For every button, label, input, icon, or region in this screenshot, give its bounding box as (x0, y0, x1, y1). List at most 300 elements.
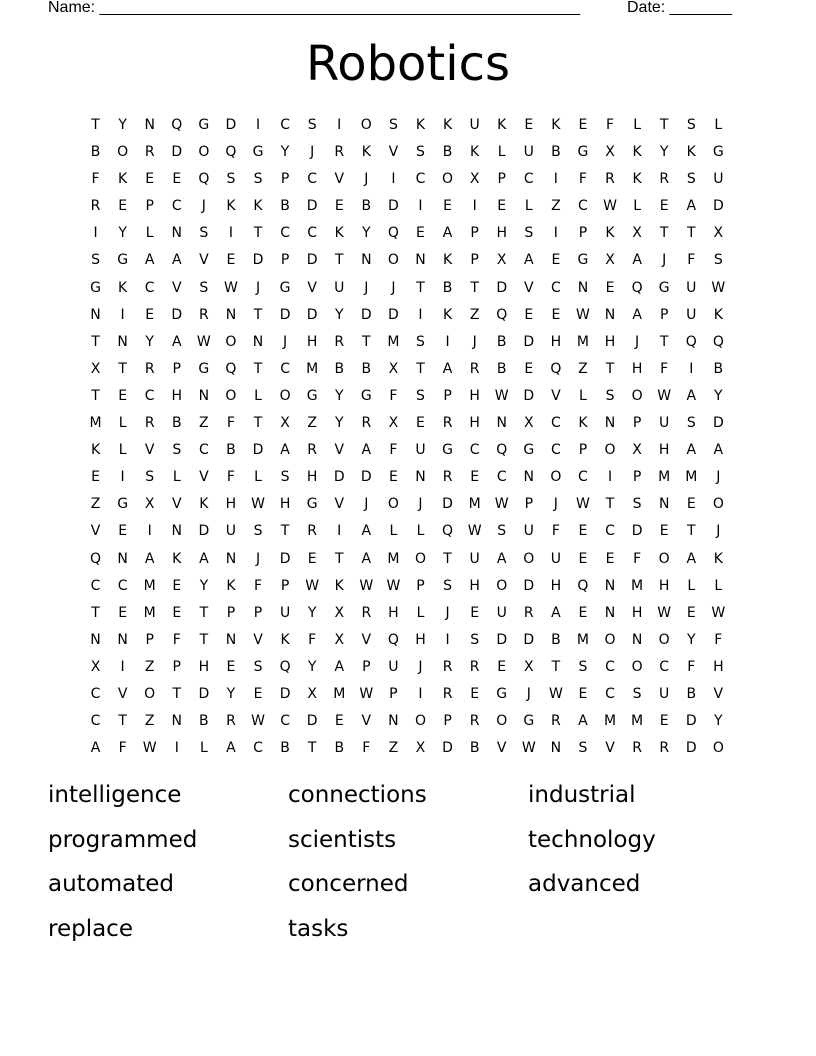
grid-letter[interactable]: V (90, 523, 101, 540)
grid-letter[interactable]: N (117, 631, 128, 648)
grid-letter[interactable]: D (171, 144, 183, 161)
grid-letter[interactable]: V (171, 279, 182, 296)
grid-letter[interactable]: U (686, 279, 697, 296)
grid-letter[interactable]: G (577, 252, 589, 269)
grid-letter[interactable]: E (226, 658, 236, 675)
grid-letter[interactable]: H (388, 604, 399, 621)
grid-letter[interactable]: D (685, 713, 697, 730)
grid-letter[interactable]: U (469, 550, 480, 567)
grid-letter[interactable]: S (578, 740, 588, 757)
grid-letter[interactable]: T (659, 333, 669, 350)
grid-letter[interactable]: U (550, 550, 561, 567)
grid-letter[interactable]: G (90, 279, 101, 296)
grid-letter[interactable]: N (604, 577, 616, 594)
grid-letter[interactable]: S (416, 333, 425, 350)
grid-letter[interactable]: A (171, 252, 182, 269)
grid-letter[interactable]: F (253, 577, 263, 594)
grid-letter[interactable]: G (523, 442, 535, 459)
grid-letter[interactable]: E (226, 252, 236, 269)
grid-letter[interactable]: N (496, 415, 507, 432)
grid-letter[interactable]: H (279, 496, 291, 513)
grid-letter[interactable]: L (497, 144, 506, 161)
grid-letter[interactable]: P (226, 604, 236, 621)
grid-letter[interactable]: R (90, 198, 101, 215)
grid-letter[interactable]: B (442, 144, 453, 161)
grid-letter[interactable]: P (470, 252, 479, 269)
grid-letter[interactable]: W (305, 577, 320, 594)
grid-letter[interactable]: O (496, 577, 508, 594)
grid-letter[interactable]: E (470, 604, 480, 621)
grid-letter[interactable]: K (713, 306, 723, 323)
grid-letter[interactable]: O (523, 550, 535, 567)
grid-letter[interactable]: W (196, 333, 211, 350)
grid-letter[interactable]: K (442, 306, 453, 323)
grid-letter[interactable]: S (253, 523, 263, 540)
grid-letter[interactable]: U (225, 523, 237, 540)
grid-letter[interactable]: D (523, 631, 535, 648)
grid-letter[interactable]: T (253, 306, 263, 323)
grid-letter[interactable]: D (523, 577, 535, 594)
grid-letter[interactable]: O (658, 550, 670, 567)
grid-letter[interactable]: P (632, 469, 642, 486)
grid-letter[interactable]: V (713, 685, 724, 702)
grid-letter[interactable]: E (524, 306, 534, 323)
grid-letter[interactable]: I (418, 198, 423, 215)
grid-letter[interactable]: Q (631, 279, 643, 296)
grid-letter[interactable]: L (389, 523, 398, 540)
grid-letter[interactable]: P (443, 713, 452, 730)
grid-letter[interactable]: A (686, 442, 697, 459)
grid-letter[interactable]: G (658, 279, 670, 296)
grid-letter[interactable]: J (553, 496, 558, 513)
grid-letter[interactable]: T (253, 225, 263, 242)
grid-letter[interactable]: S (253, 171, 263, 188)
grid-letter[interactable]: K (415, 117, 426, 133)
grid-letter[interactable]: K (686, 144, 696, 161)
grid-letter[interactable]: U (523, 144, 534, 161)
grid-letter[interactable]: Z (90, 496, 101, 513)
grid-letter[interactable]: O (360, 117, 372, 133)
grid-letter[interactable]: A (632, 306, 642, 323)
grid-letter[interactable]: D (198, 523, 210, 540)
grid-letter[interactable]: A (361, 550, 372, 567)
grid-letter[interactable]: B (334, 360, 345, 377)
grid-letter[interactable]: D (712, 415, 724, 432)
grid-letter[interactable]: M (387, 550, 400, 567)
grid-letter[interactable]: Y (199, 577, 209, 594)
grid-letter[interactable]: S (199, 279, 209, 296)
grid-letter[interactable]: X (90, 360, 101, 377)
grid-letter[interactable]: D (252, 252, 264, 269)
grid-letter[interactable]: O (198, 144, 210, 161)
grid-letter[interactable]: H (658, 577, 670, 594)
grid-letter[interactable]: D (252, 442, 264, 459)
grid-letter[interactable]: E (253, 685, 263, 702)
grid-letter[interactable]: W (603, 198, 617, 215)
grid-letter[interactable]: H (469, 387, 480, 404)
grid-letter[interactable]: B (713, 360, 724, 377)
grid-letter[interactable]: A (686, 387, 697, 404)
grid-letter[interactable]: T (416, 360, 425, 377)
grid-letter[interactable]: U (415, 442, 426, 459)
grid-letter[interactable]: E (118, 523, 128, 540)
grid-letter[interactable]: N (550, 740, 562, 757)
grid-letter[interactable]: Y (307, 604, 317, 621)
grid-letter[interactable]: N (144, 117, 155, 133)
grid-letter[interactable]: V (253, 631, 263, 648)
grid-letter[interactable]: W (142, 740, 157, 757)
grid-letter[interactable]: G (306, 387, 318, 404)
grid-letter[interactable]: U (388, 658, 399, 675)
grid-letter[interactable]: T (659, 225, 669, 242)
grid-letter[interactable]: R (144, 415, 155, 432)
grid-letter[interactable]: T (253, 360, 263, 377)
grid-letter[interactable]: K (280, 631, 290, 648)
grid-letter[interactable]: I (147, 523, 152, 540)
grid-letter[interactable]: E (578, 604, 588, 621)
grid-letter[interactable]: E (659, 523, 669, 540)
grid-letter[interactable]: S (91, 252, 100, 269)
grid-letter[interactable]: C (198, 442, 209, 459)
grid-letter[interactable]: E (172, 171, 182, 188)
grid-letter[interactable]: N (198, 387, 210, 404)
grid-letter[interactable]: I (607, 469, 613, 486)
grid-letter[interactable]: O (550, 469, 562, 486)
grid-letter[interactable]: O (414, 550, 426, 567)
grid-letter[interactable]: G (117, 252, 129, 269)
grid-letter[interactable]: E (524, 117, 534, 133)
grid-letter[interactable]: E (416, 415, 425, 432)
grid-letter[interactable]: I (255, 117, 261, 133)
grid-letter[interactable]: E (578, 685, 588, 702)
grid-letter[interactable]: Y (686, 631, 696, 648)
grid-letter[interactable]: E (578, 117, 588, 133)
grid-letter[interactable]: A (442, 360, 453, 377)
grid-letter[interactable]: D (388, 306, 399, 323)
grid-letter[interactable]: E (551, 306, 561, 323)
grid-letter[interactable]: E (172, 577, 182, 594)
grid-letter[interactable]: R (334, 144, 345, 161)
grid-letter[interactable]: I (418, 685, 423, 702)
grid-letter[interactable]: R (361, 415, 372, 432)
grid-letter[interactable]: A (144, 550, 155, 567)
grid-letter[interactable]: T (91, 333, 100, 350)
grid-letter[interactable]: B (199, 713, 209, 730)
grid-letter[interactable]: J (418, 658, 423, 675)
grid-letter[interactable]: H (658, 442, 670, 459)
grid-letter[interactable]: E (524, 360, 534, 377)
grid-letter[interactable]: S (443, 577, 452, 594)
grid-letter[interactable]: Q (685, 333, 697, 350)
grid-letter[interactable]: R (226, 713, 236, 730)
grid-letter[interactable]: A (713, 442, 724, 459)
grid-letter[interactable]: D (388, 198, 399, 215)
grid-letter[interactable]: Z (551, 198, 561, 215)
grid-letter[interactable]: E (686, 604, 696, 621)
grid-letter[interactable]: Y (714, 713, 723, 730)
grid-letter[interactable]: S (199, 225, 209, 242)
grid-letter[interactable]: Q (198, 171, 210, 188)
grid-letter[interactable]: M (143, 604, 156, 621)
grid-letter[interactable]: C (144, 279, 155, 296)
grid-letter[interactable]: K (470, 144, 480, 161)
grid-letter[interactable]: F (91, 171, 100, 188)
grid-letter[interactable]: Y (145, 333, 154, 350)
grid-letter[interactable]: W (548, 685, 563, 702)
grid-letter[interactable]: L (714, 577, 723, 594)
grid-letter[interactable]: H (550, 333, 562, 350)
grid-letter[interactable]: A (280, 442, 290, 459)
grid-letter[interactable]: H (225, 496, 237, 513)
grid-letter[interactable]: F (172, 631, 181, 648)
grid-letter[interactable]: X (144, 496, 155, 513)
grid-letter[interactable]: D (631, 523, 643, 540)
grid-letter[interactable]: Q (171, 117, 183, 133)
grid-letter[interactable]: U (334, 279, 345, 296)
grid-letter[interactable]: L (687, 577, 696, 594)
grid-letter[interactable]: K (118, 279, 128, 296)
grid-letter[interactable]: Z (307, 415, 317, 432)
grid-letter[interactable]: K (253, 198, 263, 215)
grid-letter[interactable]: M (576, 333, 589, 350)
grid-letter[interactable]: T (91, 117, 100, 133)
grid-letter[interactable]: R (361, 604, 372, 621)
grid-letter[interactable]: O (279, 387, 291, 404)
grid-letter[interactable]: F (633, 550, 642, 567)
grid-letter[interactable]: C (469, 442, 480, 459)
grid-letter[interactable]: T (199, 631, 209, 648)
grid-letter[interactable]: C (280, 117, 290, 133)
grid-letter[interactable]: U (523, 523, 534, 540)
grid-letter[interactable]: Q (279, 658, 291, 675)
grid-letter[interactable]: J (526, 685, 531, 702)
grid-letter[interactable]: J (716, 469, 721, 486)
grid-letter[interactable]: F (660, 360, 669, 377)
grid-letter[interactable]: K (118, 171, 128, 188)
grid-letter[interactable]: R (659, 171, 670, 188)
grid-letter[interactable]: O (712, 496, 724, 513)
grid-letter[interactable]: Q (225, 144, 237, 161)
grid-letter[interactable]: B (334, 740, 345, 757)
grid-letter[interactable]: J (255, 279, 261, 296)
grid-letter[interactable]: W (494, 387, 509, 404)
grid-letter[interactable]: B (226, 442, 236, 459)
grid-letter[interactable]: A (686, 198, 697, 215)
grid-letter[interactable]: N (604, 415, 616, 432)
grid-letter[interactable]: E (578, 523, 588, 540)
grid-letter[interactable]: A (442, 225, 453, 242)
grid-letter[interactable]: F (389, 442, 398, 459)
grid-letter[interactable]: S (686, 415, 696, 432)
grid-letter[interactable]: O (225, 333, 237, 350)
grid-letter[interactable]: R (307, 442, 318, 459)
grid-letter[interactable]: E (605, 279, 615, 296)
grid-letter[interactable]: P (470, 225, 479, 242)
grid-letter[interactable]: T (91, 387, 100, 404)
grid-letter[interactable]: H (604, 333, 616, 350)
grid-letter[interactable]: I (689, 360, 694, 377)
grid-letter[interactable]: T (605, 496, 615, 513)
grid-letter[interactable]: V (307, 279, 317, 296)
grid-letter[interactable]: D (306, 306, 318, 323)
grid-letter[interactable]: E (497, 198, 507, 215)
grid-letter[interactable]: C (523, 171, 534, 188)
grid-letter[interactable]: L (254, 387, 262, 404)
grid-letter[interactable]: G (198, 117, 210, 133)
grid-letter[interactable]: Z (199, 415, 209, 432)
grid-letter[interactable]: D (279, 685, 291, 702)
grid-letter[interactable]: G (198, 360, 210, 377)
grid-letter[interactable]: H (415, 631, 426, 648)
grid-letter[interactable]: D (306, 252, 318, 269)
grid-letter[interactable]: Y (307, 658, 317, 675)
grid-letter[interactable]: N (361, 252, 372, 269)
grid-letter[interactable]: B (469, 740, 480, 757)
grid-letter[interactable]: B (361, 198, 372, 215)
grid-letter[interactable]: I (120, 306, 125, 323)
grid-letter[interactable]: B (551, 144, 561, 161)
grid-letter[interactable]: P (632, 415, 642, 432)
grid-letter[interactable]: X (415, 740, 426, 757)
grid-letter[interactable]: B (90, 144, 101, 161)
grid-letter[interactable]: N (225, 631, 237, 648)
grid-letter[interactable]: U (713, 171, 724, 188)
grid-letter[interactable]: C (605, 658, 615, 675)
grid-letter[interactable]: G (306, 496, 318, 513)
grid-letter[interactable]: C (90, 685, 101, 702)
grid-letter[interactable]: A (686, 550, 697, 567)
grid-letter[interactable]: Q (442, 523, 454, 540)
grid-letter[interactable]: S (307, 117, 317, 133)
grid-letter[interactable]: O (604, 442, 616, 459)
grid-letter[interactable]: V (171, 496, 182, 513)
grid-letter[interactable]: D (225, 117, 237, 133)
grid-letter[interactable]: F (118, 740, 127, 757)
grid-letter[interactable]: M (631, 577, 644, 594)
grid-letter[interactable]: I (120, 658, 125, 675)
grid-letter[interactable]: E (388, 469, 398, 486)
grid-letter[interactable]: Q (712, 333, 724, 350)
grid-letter[interactable]: C (578, 198, 588, 215)
grid-letter[interactable]: N (415, 252, 426, 269)
grid-letter[interactable]: T (307, 740, 317, 757)
grid-letter[interactable]: C (307, 225, 318, 242)
grid-letter[interactable]: J (635, 333, 640, 350)
grid-letter[interactable]: S (524, 225, 534, 242)
grid-letter[interactable]: B (280, 198, 290, 215)
grid-letter[interactable]: A (171, 333, 182, 350)
grid-letter[interactable]: F (687, 252, 696, 269)
grid-letter[interactable]: T (551, 658, 561, 675)
grid-letter[interactable]: F (226, 415, 235, 432)
grid-letter[interactable]: V (496, 740, 507, 757)
grid-letter[interactable]: L (714, 117, 723, 133)
grid-letter[interactable]: T (362, 333, 371, 350)
grid-letter[interactable]: O (144, 685, 156, 702)
grid-letter[interactable]: R (632, 740, 642, 757)
grid-letter[interactable]: S (578, 658, 588, 675)
grid-letter[interactable]: D (442, 496, 453, 513)
grid-letter[interactable]: O (631, 387, 643, 404)
grid-letter[interactable]: B (171, 415, 182, 432)
grid-letter[interactable]: X (334, 604, 345, 621)
grid-letter[interactable]: D (360, 306, 372, 323)
grid-letter[interactable]: B (496, 360, 507, 377)
grid-letter[interactable]: J (364, 496, 369, 513)
grid-letter[interactable]: R (442, 685, 453, 702)
grid-letter[interactable]: E (605, 550, 615, 567)
grid-letter[interactable]: Q (225, 360, 237, 377)
grid-letter[interactable]: Y (118, 225, 127, 242)
grid-letter[interactable]: G (496, 685, 508, 702)
grid-letter[interactable]: G (360, 387, 372, 404)
grid-letter[interactable]: T (443, 550, 452, 567)
grid-letter[interactable]: N (225, 550, 237, 567)
grid-letter[interactable]: J (662, 252, 667, 269)
grid-letter[interactable]: R (469, 658, 480, 675)
grid-letter[interactable]: S (632, 685, 642, 702)
grid-letter[interactable]: D (198, 685, 210, 702)
grid-letter[interactable]: N (388, 713, 399, 730)
grid-letter[interactable]: X (388, 415, 399, 432)
grid-letter[interactable]: V (334, 442, 345, 459)
grid-letter[interactable]: D (442, 740, 453, 757)
grid-letter[interactable]: E (118, 198, 128, 215)
grid-letter[interactable]: L (633, 198, 641, 215)
grid-letter[interactable]: B (686, 685, 697, 702)
grid-letter[interactable]: W (711, 279, 726, 296)
grid-letter[interactable]: S (416, 144, 425, 161)
grid-letter[interactable]: J (283, 333, 288, 350)
grid-letter[interactable]: D (306, 198, 318, 215)
grid-letter[interactable]: G (442, 442, 453, 459)
grid-letter[interactable]: I (337, 117, 342, 133)
grid-letter[interactable]: L (579, 387, 587, 404)
grid-letter[interactable]: A (334, 658, 345, 675)
grid-letter[interactable]: K (199, 496, 209, 513)
grid-letter[interactable]: L (199, 740, 208, 757)
grid-letter[interactable]: E (118, 387, 128, 404)
grid-letter[interactable]: T (659, 117, 669, 133)
grid-letter[interactable]: F (389, 387, 398, 404)
grid-letter[interactable]: N (171, 523, 183, 540)
grid-letter[interactable]: V (199, 252, 209, 269)
grid-letter[interactable]: N (252, 333, 264, 350)
grid-letter[interactable]: I (120, 469, 125, 486)
grid-letter[interactable]: A (361, 523, 372, 540)
grid-letter[interactable]: C (90, 577, 101, 594)
grid-letter[interactable]: N (225, 306, 237, 323)
grid-letter[interactable]: E (551, 252, 561, 269)
grid-letter[interactable]: Z (388, 740, 399, 757)
grid-letter[interactable]: C (280, 225, 290, 242)
grid-letter[interactable]: F (714, 631, 723, 648)
grid-letter[interactable]: J (310, 144, 315, 161)
grid-letter[interactable]: T (280, 523, 290, 540)
grid-letter[interactable]: X (605, 144, 615, 161)
grid-letter[interactable]: L (118, 442, 127, 459)
grid-letter[interactable]: L (524, 198, 533, 215)
grid-letter[interactable]: K (361, 144, 371, 161)
grid-letter[interactable]: S (713, 252, 723, 269)
grid-letter[interactable]: H (631, 604, 643, 621)
grid-letter[interactable]: V (361, 713, 372, 730)
grid-letter[interactable]: W (251, 496, 265, 513)
grid-letter[interactable]: K (551, 117, 561, 133)
grid-letter[interactable]: S (172, 442, 182, 459)
grid-letter[interactable]: S (632, 496, 642, 513)
grid-letter[interactable]: D (171, 306, 183, 323)
